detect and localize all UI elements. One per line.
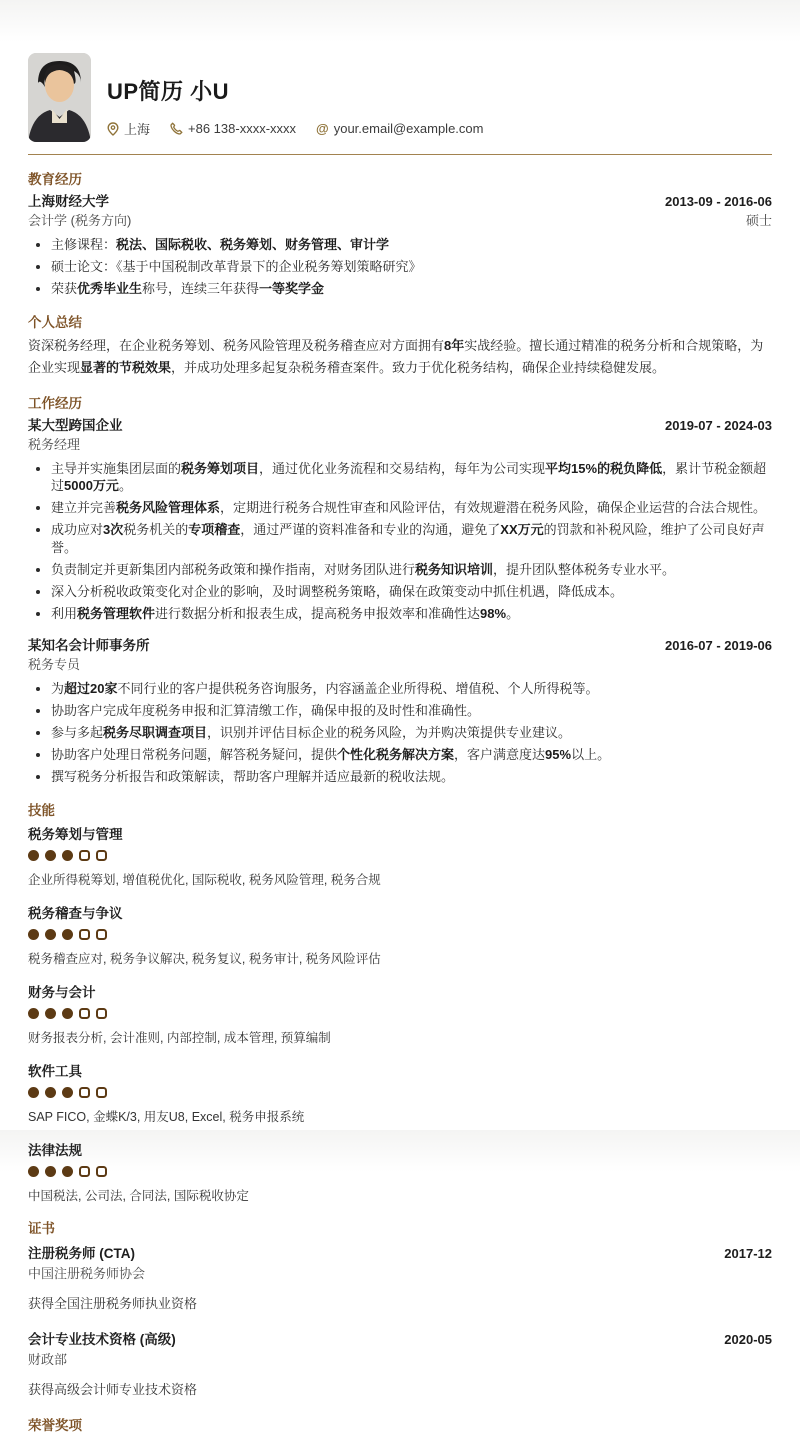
text-segment: 超过20家 <box>64 681 118 696</box>
skill-level <box>28 1166 772 1177</box>
certificate-title-row <box>28 1328 772 1348</box>
resume-body <box>28 168 772 1434</box>
certificate-date: 2017-12 <box>724 1245 772 1261</box>
work-heading: 工作经历 <box>28 395 82 411</box>
section-work <box>28 392 772 786</box>
skill-dot-empty <box>96 1087 107 1098</box>
text-segment: 税务机关的 <box>123 522 189 537</box>
profile-photo-image <box>28 53 91 142</box>
location-item <box>107 119 150 138</box>
education-heading: 教育经历 <box>28 172 82 187</box>
skill-keywords: SAP FICO, 金蝶K/3, 用友U8, Excel, 税务申报系统 <box>28 1109 305 1124</box>
email-text: your.email@example.com <box>333 121 484 136</box>
entry-role: 税务经理 <box>28 436 81 452</box>
skill-level <box>28 1087 772 1098</box>
skill-dot-filled <box>62 1008 73 1019</box>
candidate-name: UP简历 小U <box>107 79 230 104</box>
entry-organization: 某大型跨国企业 <box>28 417 123 433</box>
skills-list <box>28 823 772 1204</box>
text-segment: 5000万元 <box>64 478 119 493</box>
entry-subtitle-row <box>28 434 772 453</box>
text-segment: 98% <box>480 605 507 621</box>
text-segment: 3次 <box>103 522 124 537</box>
text-segment: 个性化税务解决方案 <box>337 747 455 762</box>
text-segment: ，累计节税金额超过 <box>51 460 767 493</box>
bullet-item <box>51 605 772 623</box>
text-segment: 实战经验。擅长通过精准的税务分析和合规策略，为企业实现 <box>28 337 764 375</box>
bullet-item <box>51 768 772 786</box>
entry-role: 会计学 (税务方向) <box>28 213 132 228</box>
text-segment: 负责制定并更新集团内部税务政策和操作指南，对财务团队进行 <box>51 561 416 577</box>
text-segment: 建立并完善 <box>51 500 117 515</box>
summary-heading: 个人总结 <box>28 314 82 330</box>
text-segment: 硕士论文：《基于中国税制改革背景下的企业税务筹划策略研究》 <box>51 259 422 274</box>
text-segment: ，提升团队整体税务专业水平。 <box>493 561 676 577</box>
bullet-item <box>51 561 772 579</box>
work-entry <box>28 634 772 786</box>
text-segment: ，通过优化业务流程和交易结构，每年为公司实现 <box>259 460 546 476</box>
skill-name: 法律法规 <box>28 1142 82 1158</box>
text-segment: 称号，连续三年获得 <box>142 281 260 296</box>
email-item <box>316 121 483 136</box>
location-text: 上海 <box>124 122 151 137</box>
section-summary <box>28 311 772 379</box>
bullet-item <box>51 746 772 764</box>
text-segment: 税务筹划项目 <box>181 460 260 476</box>
skill-name: 税务稽查与争议 <box>28 905 123 921</box>
entry-subtitle-row <box>28 210 772 229</box>
skill-item <box>28 1060 772 1125</box>
entry-title-row <box>28 634 772 654</box>
education-entries <box>28 190 772 298</box>
text-segment: 资深税务经理，在企业税务筹划、税务风险管理及税务稽查应对方面拥有 <box>28 337 445 353</box>
entry-date: 2019-07 - 2024-03 <box>665 417 772 433</box>
text-segment: 95% <box>545 747 572 762</box>
entry-title-row <box>28 414 772 434</box>
text-segment: 专项稽查 <box>188 522 241 537</box>
entry-bullet-list <box>28 460 772 623</box>
location-pin-icon <box>107 122 119 136</box>
skill-dot-filled <box>28 929 39 940</box>
text-segment: ，并成功处理多起复杂税务稽查案件。致力于优化税务结构，确保企业持续稳健发展。 <box>171 359 666 375</box>
bullet-item <box>51 280 772 298</box>
text-segment: ，识别并评估目标企业的税务风险，为并购决策提供专业建议。 <box>207 725 572 740</box>
certificate-title-row <box>28 1242 772 1262</box>
certificate-description: 获得全国注册税务师执业资格 <box>28 1295 198 1311</box>
certificates-list <box>28 1242 772 1398</box>
summary-text <box>28 335 772 379</box>
text-segment: 税务风险管理体系 <box>116 500 221 515</box>
bullet-item <box>51 499 772 517</box>
honors-heading: 荣誉奖项 <box>28 1417 82 1433</box>
bullet-item <box>51 702 772 720</box>
certificate-issuer: 中国注册税务师协会 <box>28 1265 146 1281</box>
bullet-item <box>51 258 772 276</box>
skill-name: 软件工具 <box>28 1063 82 1079</box>
bullet-item <box>51 680 772 698</box>
skill-dot-filled <box>28 1008 39 1019</box>
bullet-item <box>51 724 772 742</box>
text-segment: 8年 <box>444 337 465 353</box>
entry-role: 税务专员 <box>28 657 81 672</box>
bullet-item <box>51 236 772 254</box>
skill-level <box>28 1008 772 1019</box>
entry-bullet-list <box>28 680 772 786</box>
skill-dot-empty <box>79 1087 90 1098</box>
skill-dot-filled <box>45 850 56 861</box>
text-segment: 主导并实施集团层面的 <box>51 460 182 476</box>
skill-dot-filled <box>62 1087 73 1098</box>
text-segment: 。 <box>118 478 132 493</box>
skill-dot-filled <box>62 850 73 861</box>
phone-item <box>170 121 296 136</box>
bullet-item <box>51 460 772 495</box>
entry-bullet-list <box>28 236 772 298</box>
skill-dot-filled <box>45 1008 56 1019</box>
section-certificates <box>28 1217 772 1398</box>
text-segment: 撰写税务分析报告和政策解读，帮助客户理解并适应最新的税收法规。 <box>51 769 455 784</box>
text-segment: ，通过严谨的资料准备和专业的沟通，避免了 <box>240 522 501 537</box>
text-segment: 的罚款和补税风险，维护了公司良好声誉。 <box>51 522 765 555</box>
text-segment: 。 <box>506 605 520 621</box>
text-segment: 成功应对 <box>51 522 104 537</box>
skill-keywords: 中国税法, 公司法, 合同法, 国际税收协定 <box>28 1188 249 1203</box>
text-segment: 荣获 <box>51 281 78 296</box>
text-segment: 税务知识培训 <box>415 561 494 577</box>
text-segment: 进行数据分析和报表生成，提高税务申报效率和准确性达 <box>155 605 481 621</box>
text-segment: 优秀毕业生 <box>77 281 143 296</box>
certificates-heading: 证书 <box>28 1220 55 1236</box>
bullet-item <box>51 583 772 601</box>
skill-dot-filled <box>62 1166 73 1177</box>
certificate-date: 2020-05 <box>724 1331 772 1347</box>
skill-item <box>28 1139 772 1204</box>
education-entry <box>28 190 772 298</box>
entry-date: 2016-07 - 2019-06 <box>665 638 772 653</box>
skill-dot-filled <box>62 929 73 940</box>
text-segment: 协助客户处理日常税务问题，解答税务疑问，提供 <box>51 747 338 762</box>
skill-dot-filled <box>28 1087 39 1098</box>
entry-degree: 硕士 <box>745 213 772 228</box>
skill-dot-empty <box>79 850 90 861</box>
certificate-description: 获得高级会计师专业技术资格 <box>28 1381 198 1397</box>
skill-dot-filled <box>28 1166 39 1177</box>
entry-organization: 某知名会计师事务所 <box>28 638 150 653</box>
bullet-item <box>51 521 772 556</box>
skill-name: 税务筹划与管理 <box>28 826 123 842</box>
skill-dot-empty <box>96 1008 107 1019</box>
text-segment: 显著的节税效果 <box>80 359 172 375</box>
header-divider <box>28 154 772 155</box>
skill-dot-empty <box>79 1166 90 1177</box>
text-segment: 利用 <box>51 605 78 621</box>
text-segment: 税务尽职调查项目 <box>103 725 208 740</box>
phone-text: +86 138-xxxx-xxxx <box>188 121 297 136</box>
text-segment: 不同行业的客户提供税务咨询服务，内容涵盖企业所得税、增值税、个人所得税等。 <box>117 681 599 696</box>
text-segment: ，客户满意度达 <box>454 747 546 762</box>
text-segment: 协助客户完成年度税务申报和汇算清缴工作，确保申报的及时性和准确性。 <box>51 703 481 718</box>
text-segment: 参与多起 <box>51 725 104 740</box>
profile-photo <box>28 53 91 142</box>
certificate-entry <box>28 1242 772 1312</box>
skill-dot-empty <box>79 1008 90 1019</box>
certificate-name: 会计专业技术资格 (高级) <box>28 1331 176 1347</box>
resume-header <box>28 0 772 142</box>
text-segment: XX万元 <box>500 522 544 537</box>
text-segment: 平均15%的税负降低 <box>545 460 663 476</box>
text-segment: 一等奖学金 <box>259 281 325 296</box>
text-segment: 为 <box>51 681 65 696</box>
skill-name: 财务与会计 <box>28 984 96 1000</box>
text-segment: 主修课程： <box>51 237 117 252</box>
skill-item <box>28 981 772 1046</box>
work-entry <box>28 414 772 623</box>
text-segment: 税法、国际税收、税务筹划、财务管理、审计学 <box>116 237 390 252</box>
section-education <box>28 168 772 298</box>
entry-date: 2013-09 - 2016-06 <box>665 194 772 209</box>
text-segment: ，定期进行税务合规性审查和风险评估，有效规避潜在税务风险，确保企业运营的合法合规性。 <box>220 500 767 515</box>
text-segment: 以上。 <box>571 747 611 762</box>
skills-heading: 技能 <box>28 802 55 818</box>
skill-item <box>28 902 772 967</box>
skill-dot-empty <box>79 929 90 940</box>
skill-level <box>28 929 772 940</box>
skill-dot-filled <box>45 929 56 940</box>
email-at-icon: @ <box>316 121 329 136</box>
certificate-issuer: 财政部 <box>28 1351 68 1367</box>
text-segment: 税务管理软件 <box>77 605 156 621</box>
entry-organization: 上海财经大学 <box>28 194 109 209</box>
skill-dot-filled <box>45 1166 56 1177</box>
text-segment: 深入分析税收政策变化对企业的影响，及时调整税务策略，确保在政策变动中抓住机遇，降低成本。 <box>51 583 624 599</box>
skill-keywords: 税务稽查应对, 税务争议解决, 税务复议, 税务审计, 税务风险评估 <box>28 951 381 966</box>
work-entries <box>28 414 772 786</box>
skill-dot-empty <box>96 929 107 940</box>
section-honors <box>28 1414 772 1434</box>
skill-keywords: 企业所得税筹划, 增值税优化, 国际税收, 税务风险管理, 税务合规 <box>28 872 381 887</box>
header-info <box>107 53 483 138</box>
entry-subtitle-row <box>28 654 772 673</box>
skill-level <box>28 850 772 861</box>
skill-dot-empty <box>96 1166 107 1177</box>
contact-row <box>107 119 483 138</box>
skill-dot-filled <box>28 850 39 861</box>
entry-title-row <box>28 190 772 210</box>
skill-item <box>28 823 772 888</box>
certificate-entry <box>28 1328 772 1398</box>
skill-dot-filled <box>45 1087 56 1098</box>
skill-keywords: 财务报表分析, 会计准则, 内部控制, 成本管理, 预算编制 <box>28 1030 331 1045</box>
section-skills <box>28 799 772 1204</box>
phone-icon <box>170 122 183 135</box>
skill-dot-empty <box>96 850 107 861</box>
certificate-name: 注册税务师 (CTA) <box>28 1245 135 1261</box>
